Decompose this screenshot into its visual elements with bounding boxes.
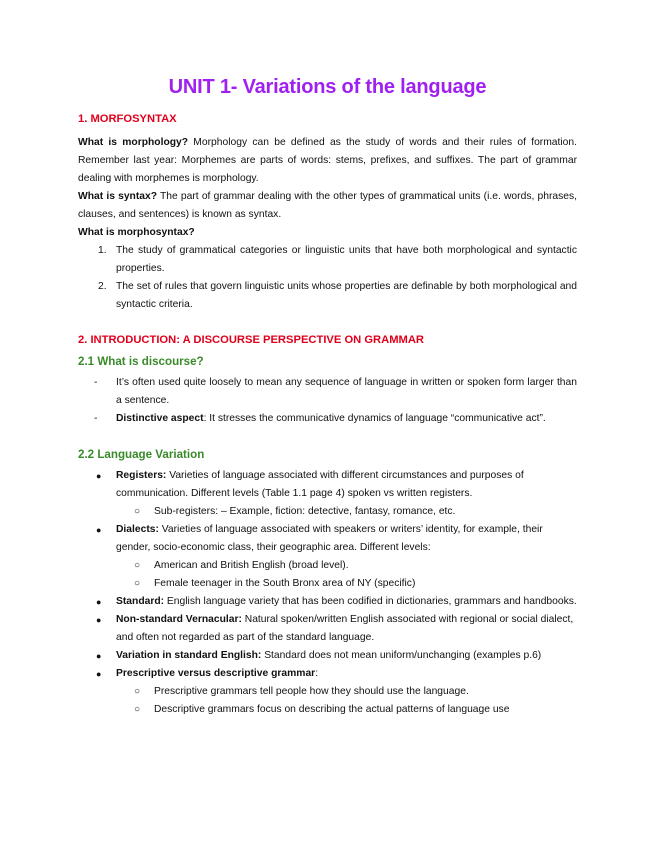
section-heading-morfosyntax: 1. MORFOSYNTAX <box>78 113 177 125</box>
bullet-marker: ● <box>96 669 102 679</box>
list-item-registers <box>78 467 577 521</box>
list-item-non-standard <box>78 611 577 647</box>
list-item-dialects <box>78 521 577 593</box>
sub-list-item <box>78 557 577 575</box>
list-item <box>78 242 577 278</box>
morphosyntax-question: What is morphosyntax? <box>78 227 195 238</box>
dash-marker: - <box>94 377 98 388</box>
list-item-text: Varieties of language associated with different circumstances and purposes of communication. Different levels (Table 1.1 page 4) spoken vs written registers. <box>116 470 524 499</box>
sub-list-item-text: Female teenager in the South Bronx area of NY (specific) <box>154 578 416 589</box>
list-item-prescriptive <box>78 665 577 719</box>
sub-list-item <box>78 683 577 701</box>
morphology-paragraph <box>78 134 577 188</box>
list-item-text: English language variety that has been codified in dictionaries, grammars and handbooks. <box>164 596 577 607</box>
syntax-question: What is syntax? <box>78 191 158 202</box>
bullet-marker: ● <box>96 597 102 607</box>
morphosyntax-definition-list <box>78 242 577 314</box>
bullet-marker: ● <box>96 651 102 661</box>
discourse-list <box>78 374 577 428</box>
list-item-label: Prescriptive versus descriptive grammar <box>116 668 316 679</box>
list-marker: 2. <box>98 281 107 292</box>
list-item-standard <box>78 593 577 611</box>
list-item-text: Standard does not mean uniform/unchanging (examples p.6) <box>261 650 542 661</box>
sub-list-item-text: American and British English (broad level). <box>154 560 349 571</box>
list-item-variation-standard <box>78 647 577 665</box>
section-heading-introduction: 2. INTRODUCTION: A DISCOURSE PERSPECTIVE ON GRAMMAR <box>78 334 425 346</box>
circle-marker: ○ <box>134 578 141 589</box>
list-item-text: The set of rules that govern linguistic units whose properties are definable by both morphological and syntactic criteria. <box>116 281 577 310</box>
list-item-label: Distinctive aspect <box>116 413 204 424</box>
list-item-label: Variation in standard English: <box>116 650 262 661</box>
sub-list-item-text: Prescriptive grammars tell people how they should use the language. <box>154 686 469 697</box>
list-item-text: Natural spoken/written English associated with regional or social dialect, and often not regarded as part of the standard language. <box>116 614 574 643</box>
list-item-label: Non-standard Vernacular: <box>116 614 242 625</box>
circle-marker: ○ <box>134 560 141 571</box>
syntax-paragraph <box>78 188 577 224</box>
page-title: UNIT 1- Variations of the language <box>168 76 487 98</box>
list-item-label: Standard: <box>116 596 165 607</box>
list-item-text: It’s often used quite loosely to mean any sequence of language in written or spoken form larger than a sentence. <box>116 377 577 406</box>
sub-list-item-text: Sub-registers: – Example, fiction: detective, fantasy, romance, etc. <box>154 506 456 517</box>
list-item <box>78 278 577 314</box>
list-item-label: Dialects: <box>116 524 159 535</box>
bullet-marker: ● <box>96 615 102 625</box>
prescriptive-sublist <box>78 683 577 719</box>
list-item <box>78 374 577 410</box>
list-item-label: Registers: <box>116 470 167 481</box>
sub-list-item <box>78 575 577 593</box>
list-item-text: : It stresses the communicative dynamics of language “communicative act”. <box>203 413 546 424</box>
bullet-marker: ● <box>96 471 102 481</box>
subheading-discourse: 2.1 What is discourse? <box>78 355 204 368</box>
list-item <box>78 410 577 428</box>
sub-list-item <box>78 701 577 719</box>
circle-marker: ○ <box>134 686 141 697</box>
list-item-text: Varieties of language associated with speakers or writers’ identity, for example, their gender, socio-economic class, their geographic area. Different levels: <box>116 524 543 553</box>
list-marker: 1. <box>98 245 107 256</box>
syntax-answer: The part of grammar dealing with the other types of grammatical units (i.e. words, phrases, clauses, and sentences) is known as syntax. <box>78 191 577 220</box>
morphosyntax-paragraph <box>78 224 577 242</box>
morphology-answer: Morphology can be defined as the study of words and their rules of formation. Remember last year: Morphemes are parts of words: stems, prefixes, and suffixes. The part of grammar dealing with morphemes is morphology. <box>78 137 577 184</box>
circle-marker: ○ <box>134 704 141 715</box>
list-item-text: : <box>315 668 319 679</box>
registers-sublist <box>78 503 577 521</box>
morphology-question: What is morphology? <box>78 137 189 148</box>
sub-list-item-text: Descriptive grammars focus on describing the actual patterns of language use <box>154 704 510 715</box>
subheading-language-variation: 2.2 Language Variation <box>78 448 205 461</box>
dialects-sublist <box>78 557 577 593</box>
sub-list-item <box>78 503 577 521</box>
bullet-marker: ● <box>96 525 102 535</box>
dash-marker: - <box>94 413 98 424</box>
variation-list <box>78 467 577 719</box>
circle-marker: ○ <box>134 506 141 517</box>
list-item-text: The study of grammatical categories or linguistic units that have both morphological and syntactic properties. <box>116 245 577 274</box>
